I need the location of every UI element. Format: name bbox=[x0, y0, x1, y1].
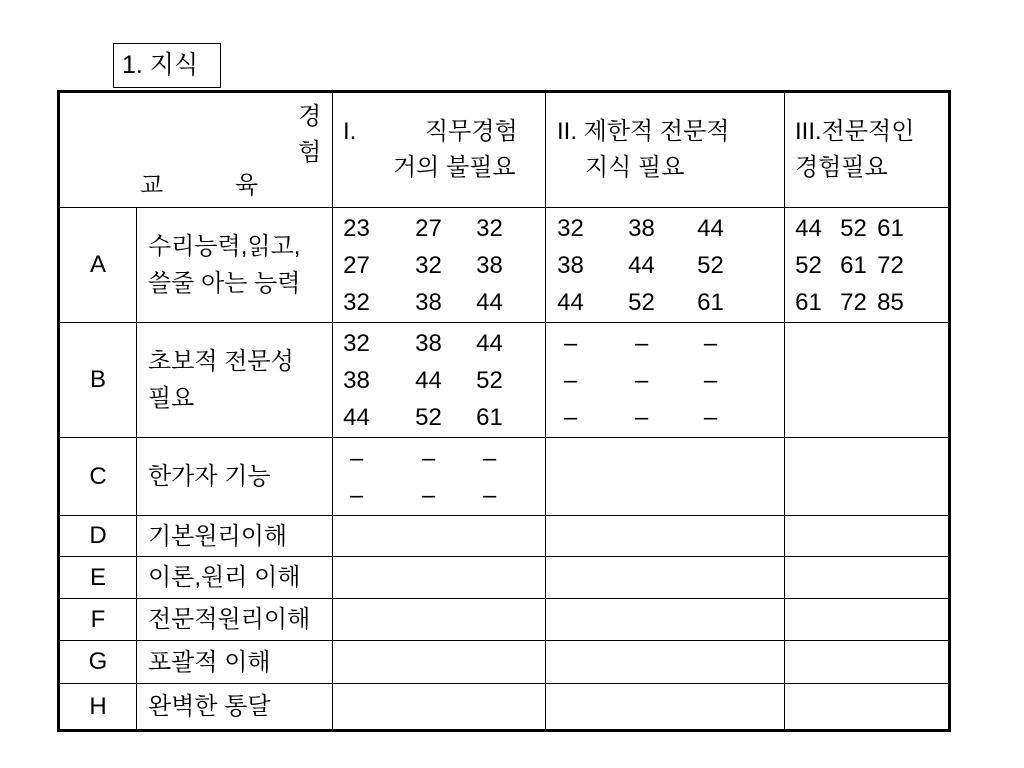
score-value: 38 bbox=[628, 214, 655, 242]
score-value: – bbox=[349, 444, 364, 472]
row-c-label-cell bbox=[137, 438, 333, 516]
row-d-code: D bbox=[60, 516, 137, 557]
row-c-label: 한가자 기능 bbox=[148, 463, 271, 490]
row-b-label: 필요 bbox=[148, 385, 195, 412]
score-value: 44 bbox=[476, 329, 503, 357]
score-line bbox=[333, 210, 545, 247]
knowledge-table bbox=[57, 90, 951, 732]
header-corner-cell bbox=[60, 93, 333, 208]
score-value: – bbox=[703, 329, 718, 357]
score-value: – bbox=[634, 403, 649, 431]
row-f-level-3-cell bbox=[785, 599, 948, 641]
level-1-title-line1: 직무경험 bbox=[425, 118, 518, 145]
row-h-label-cell bbox=[137, 684, 333, 729]
score-value: 32 bbox=[343, 329, 370, 357]
row-g-label: 포괄적 이해 bbox=[148, 648, 271, 676]
score-value: – bbox=[703, 366, 718, 394]
score-value: 61 bbox=[795, 288, 822, 316]
score-line bbox=[546, 210, 784, 247]
score-value: 44 bbox=[415, 366, 442, 394]
score-line bbox=[546, 247, 784, 284]
row-b-label-cell bbox=[137, 323, 333, 438]
row-h-level-3-cell bbox=[785, 684, 948, 729]
level-3-title-line2: 경험필요 bbox=[795, 154, 888, 181]
row-a-level-2-cell bbox=[546, 208, 785, 323]
row-c-level-2-cell bbox=[546, 438, 785, 516]
row-f-level-1-cell bbox=[333, 599, 546, 641]
score-line bbox=[785, 284, 948, 321]
corner-experience-bottom: 험 bbox=[298, 139, 322, 166]
score-value: 52 bbox=[795, 251, 822, 279]
score-value: – bbox=[421, 444, 436, 472]
row-h-code: H bbox=[60, 684, 137, 729]
header-level-2 bbox=[546, 93, 785, 208]
row-a-label-cell bbox=[137, 208, 333, 323]
score-value: 72 bbox=[877, 251, 904, 279]
score-value: 52 bbox=[476, 366, 503, 394]
row-b-code: B bbox=[60, 323, 137, 438]
corner-education-left: 교 bbox=[140, 172, 164, 199]
row-e-label-cell bbox=[137, 557, 333, 599]
level-2-title-line2: 지식 필요 bbox=[585, 154, 685, 181]
score-value: – bbox=[634, 366, 649, 394]
score-line bbox=[333, 440, 545, 477]
score-value: 23 bbox=[343, 214, 370, 242]
score-value: – bbox=[563, 329, 578, 357]
level-1-title-line2: 거의 불필요 bbox=[393, 154, 516, 181]
row-d-level-2-cell bbox=[546, 516, 785, 557]
score-value: 27 bbox=[343, 251, 370, 279]
score-value: 61 bbox=[697, 288, 724, 316]
score-line bbox=[546, 325, 784, 362]
score-value: 52 bbox=[840, 214, 867, 242]
header-level-3 bbox=[785, 93, 948, 208]
score-value: 38 bbox=[343, 366, 370, 394]
score-line bbox=[333, 325, 545, 362]
row-f-code: F bbox=[60, 599, 137, 641]
score-value: 44 bbox=[628, 251, 655, 279]
score-value: 52 bbox=[415, 403, 442, 431]
score-value: – bbox=[563, 366, 578, 394]
row-g-label-cell bbox=[137, 641, 333, 684]
score-line bbox=[333, 284, 545, 321]
score-value: 44 bbox=[795, 214, 822, 242]
row-e-level-1-cell bbox=[333, 557, 546, 599]
score-value: 52 bbox=[628, 288, 655, 316]
score-value: 61 bbox=[476, 403, 503, 431]
level-2-title-line1: II. 제한적 전문적 bbox=[557, 118, 730, 145]
corner-experience-top: 경 bbox=[298, 103, 322, 130]
score-value: 44 bbox=[476, 288, 503, 316]
row-f-level-2-cell bbox=[546, 599, 785, 641]
score-line bbox=[333, 362, 545, 399]
score-value: – bbox=[349, 481, 364, 509]
row-a-level-3-cell bbox=[785, 208, 948, 323]
score-line bbox=[333, 247, 545, 284]
row-f-label-cell bbox=[137, 599, 333, 641]
score-value: – bbox=[482, 481, 497, 509]
score-line bbox=[546, 284, 784, 321]
score-value: 72 bbox=[840, 288, 867, 316]
row-b-label: 초보적 전문성 bbox=[148, 348, 294, 375]
row-h-label: 완벽한 통달 bbox=[148, 693, 271, 720]
score-value: 32 bbox=[476, 214, 503, 242]
row-e-label: 이론,원리 이해 bbox=[148, 564, 301, 591]
row-d-label: 기본원리이해 bbox=[148, 522, 288, 550]
score-value: 52 bbox=[697, 251, 724, 279]
level-3-title-line1: III.전문적인 bbox=[795, 118, 915, 145]
row-b-level-3-cell bbox=[785, 323, 948, 438]
row-b-level-2-cell bbox=[546, 323, 785, 438]
row-c-level-1-cell bbox=[333, 438, 546, 516]
score-value: – bbox=[482, 444, 497, 472]
score-value: 44 bbox=[557, 288, 584, 316]
score-value: 44 bbox=[343, 403, 370, 431]
score-value: – bbox=[634, 329, 649, 357]
score-value: 38 bbox=[476, 251, 503, 279]
score-value: 38 bbox=[415, 288, 442, 316]
score-line bbox=[785, 247, 948, 284]
score-value: 61 bbox=[877, 214, 904, 242]
score-line bbox=[546, 399, 784, 436]
row-d-label-cell bbox=[137, 516, 333, 557]
row-c-code: C bbox=[60, 438, 137, 516]
row-f-label: 전문적원리이해 bbox=[148, 606, 311, 633]
row-g-level-1-cell bbox=[333, 641, 546, 684]
row-a-level-1-cell bbox=[333, 208, 546, 323]
row-a-code: A bbox=[60, 208, 137, 323]
row-e-code: E bbox=[60, 557, 137, 599]
score-line bbox=[333, 399, 545, 436]
row-b-level-1-cell bbox=[333, 323, 546, 438]
score-value: – bbox=[421, 481, 436, 509]
score-value: 32 bbox=[557, 214, 584, 242]
row-e-level-3-cell bbox=[785, 557, 948, 599]
corner-education-right: 육 bbox=[235, 172, 259, 199]
row-g-level-3-cell bbox=[785, 641, 948, 684]
score-line bbox=[333, 477, 545, 514]
score-line bbox=[546, 362, 784, 399]
score-line bbox=[785, 210, 948, 247]
score-value: 44 bbox=[697, 214, 724, 242]
row-d-level-1-cell bbox=[333, 516, 546, 557]
row-d-level-3-cell bbox=[785, 516, 948, 557]
row-g-level-2-cell bbox=[546, 641, 785, 684]
score-value: 61 bbox=[840, 251, 867, 279]
row-h-level-1-cell bbox=[333, 684, 546, 729]
score-value: 32 bbox=[415, 251, 442, 279]
row-h-level-2-cell bbox=[546, 684, 785, 729]
score-value: 27 bbox=[415, 214, 442, 242]
score-value: 38 bbox=[557, 251, 584, 279]
score-value: – bbox=[563, 403, 578, 431]
level-1-numeral: I. bbox=[343, 118, 357, 145]
score-value: 85 bbox=[877, 288, 904, 316]
slide-title: 1. 지식 bbox=[113, 43, 221, 88]
score-value: 32 bbox=[343, 288, 370, 316]
row-e-level-2-cell bbox=[546, 557, 785, 599]
row-g-code: G bbox=[60, 641, 137, 684]
row-a-label: 쓸줄 아는 능력 bbox=[148, 270, 301, 297]
score-value: – bbox=[703, 403, 718, 431]
row-a-label: 수리능력,읽고, bbox=[148, 233, 301, 260]
header-level-1 bbox=[333, 93, 546, 208]
score-value: 38 bbox=[415, 329, 442, 357]
row-c-level-3-cell bbox=[785, 438, 948, 516]
